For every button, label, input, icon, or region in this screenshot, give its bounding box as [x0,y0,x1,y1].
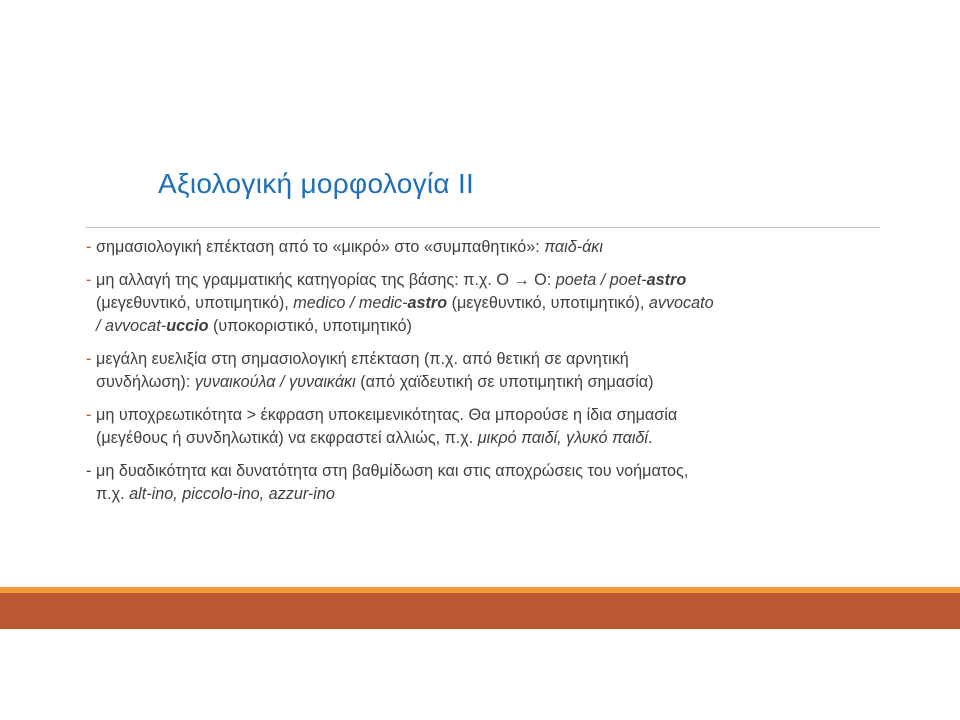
slide-title: Αξιολογική μορφολογία ΙΙ [158,168,475,199]
bullet-dash: - [86,350,92,368]
text-run: συνδήλωση): [96,373,195,391]
text-run: μικρό παιδί, γλυκό παιδί [477,429,649,447]
bullet-line [96,460,886,483]
bullet-dash: - [86,238,92,256]
bullet-line [96,292,886,315]
bullet-item [86,236,886,259]
text-run: avvocato [648,294,714,312]
text-run: μη υποχρεωτικότητα > έκφραση υποκειμενικότητας. Θα μπορούσε η ίδια σημασία [96,406,678,424]
bullet-line [96,483,886,506]
text-run: astro [407,294,448,312]
bullet-item [86,348,886,394]
text-run: uccio [166,317,209,335]
text-run: poeta / poet- [555,271,647,289]
text-run: / avvocat- [96,317,167,335]
bullet-line [96,236,886,259]
text-run: μεγάλη ευελιξία στη σημασιολογική επέκταση (π.χ. από θετική σε αρνητική [96,350,629,368]
bullet-dash: - [86,462,92,480]
text-run: alt-ino, piccolo-ino, azzur-ino [129,485,335,503]
bullet-line [96,348,886,371]
text-run: παιδ-άκι [544,238,604,256]
bullet-line [96,427,886,450]
bullet-line [96,404,886,427]
title-divider [86,227,880,228]
text-run: μη δυαδικότητα και δυνατότητα στη βαθμίδωση και στις αποχρώσεις του νοήματος, [96,462,689,480]
bullet-list [86,236,886,516]
text-run: Ο: [529,271,556,289]
bullet-item [86,404,886,450]
text-run: μη αλλαγή της γραμματικής κατηγορίας της βάσης: π.χ. Ο [96,271,514,289]
text-run: (μεγεθυντικό, υποτιμητικό), [96,294,294,312]
text-run: → [513,271,530,289]
bullet-line [96,315,886,338]
text-run: γυναικούλα / γυναικάκι [194,373,356,391]
bullet-item [86,269,886,338]
text-run: (μεγέθους ή συνδηλωτικά) να εκφραστεί αλλιώς, π.χ. [96,429,478,447]
footer-band [0,593,960,629]
text-run: medico / medic- [293,294,408,312]
bullet-item [86,460,886,506]
text-run: (μεγεθυντικό, υποτιμητικό), [447,294,649,312]
text-run: . [648,429,653,447]
bullet-dash: - [86,406,92,424]
text-run: (από χαϊδευτική σε υποτιμητική σημασία) [355,373,654,391]
bullet-line [96,269,886,292]
text-run: astro [646,271,687,289]
bullet-line [96,371,886,394]
bullet-dash: - [86,271,92,289]
text-run: σημασιολογική επέκταση από το «μικρό» στο «συμπαθητικό»: [96,238,545,256]
text-run: (υποκοριστικό, υποτιμητικό) [208,317,412,335]
text-run: π.χ. [96,485,130,503]
